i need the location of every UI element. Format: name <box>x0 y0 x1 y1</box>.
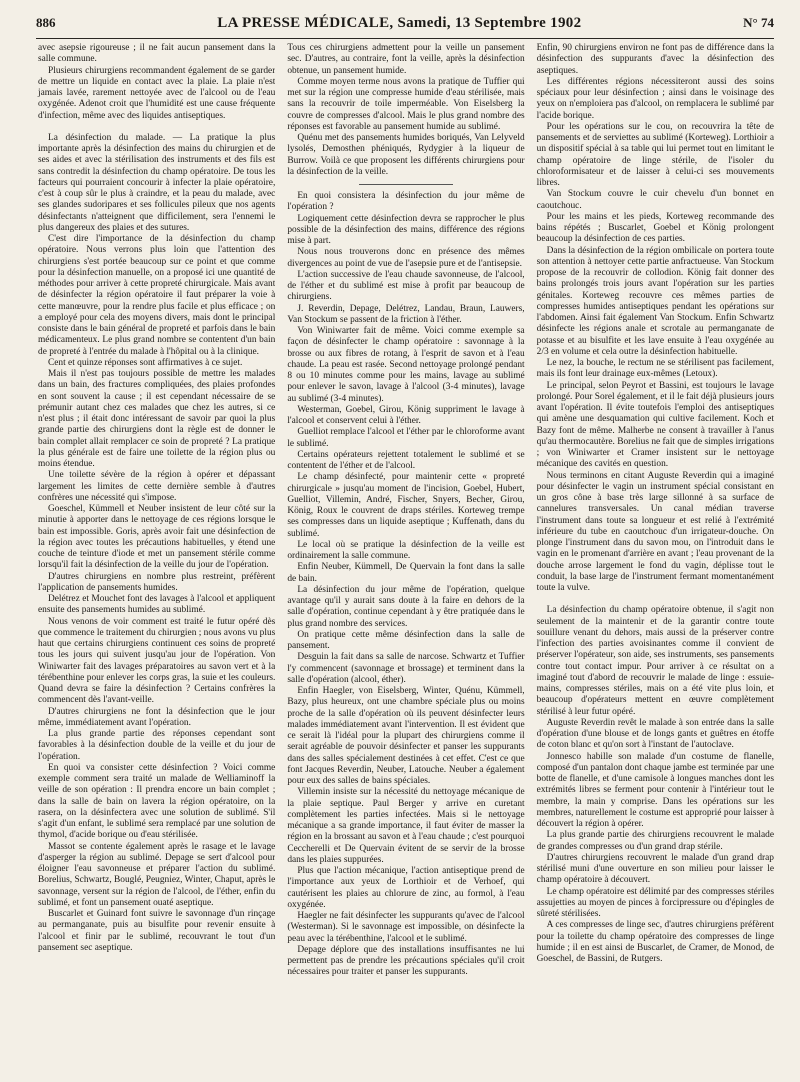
paragraph: La plus grande partie des chirurgiens recouvrent le malade de grandes compresses ou d'un grand drap stérile. <box>536 830 774 852</box>
paragraph: Van Stockum couvre le cuir chevelu d'un bonnet en caoutchouc. <box>536 189 774 211</box>
paragraph: A ces compresses de linge sec, d'autres chirurgiens préfèrent pour la toilette du champ opératoire des compresses de linge humide ; il en est ainsi de Buscarlet, de Cramer, de Monod, de Goeschel, de Bassini, de Rutgers. <box>536 920 774 964</box>
column-1 <box>36 43 275 1079</box>
article-columns <box>36 43 774 1079</box>
paragraph: Pour les mains et les pieds, Korteweg recommande des bains répétés ; Buscarlet, Goebel et König prolongent beaucoup la désinfection de ces parties. <box>536 211 774 245</box>
paragraph: Comme moyen terme nous avons la pratique de Tuffier qui met sur la région une compresse humide d'eau stérilisée, mais sans la recouvrir de toile imperméable. Von Eiselsberg la couvre de compresses d'alcool. Mais le plus grand nombre des réponses est favorable au pansement humide au sublimé. <box>287 76 525 132</box>
paragraph: Plus que l'action mécanique, l'action antiseptique prend de l'importance aux yeux de Lorthioir et de Verhoef, qui cautérisent les plaies au chlorure de zinc, au formol, à l'eau oxygénée. <box>287 866 525 910</box>
paragraph: Jonnesco habille son malade d'un costume de flanelle, composé d'un pantalon dont chaque jambe est terminée par une botte de flanelle, et d'une camisole à longues manches dont les extrémités libres se ferment pour contenir à l'intérieur tout le membre, la main y comprise. Dans les opérations sur les membres, naturellement le costume est approprié pour laisser à découvert la région à opérer. <box>536 751 774 829</box>
paragraph: Villemin insiste sur la nécessité du nettoyage mécanique de la plaie septique. Paul Berger y arrive en curetant complètement les parties infectées. Mais si le nettoyage mécanique a sa grande importance, il faut éviter de masser la région en la brossant au savon et à l'eau chaude ; c'est pourquoi Ceccherelli et De Quervain évitent de se servir de la brosse dans les plaies suppurées. <box>287 787 525 865</box>
paragraph: Haegler ne fait désinfecter les suppurants qu'avec de l'alcool (Westerman). Si le savonnage est impossible, on désinfecte la peau avec la térébenthine, l'alcool et le sublimé. <box>287 911 525 944</box>
paragraph: Quénu met des pansements humides boriqués, Van Lelyveld lysolés, Demosthen phéniqués, Rydygier à la liqueur de Burrow. Voilà ce que proposent les différents chirurgiens pour la désinfection de la veille. <box>287 133 525 177</box>
paragraph: D'autres chirurgiens ne font la désinfection que le jour même, immédiatement avant l'opération. <box>38 706 276 728</box>
paragraph: D'autres chirurgiens en nombre plus restreint, préfèrent l'application de pansements humides. <box>38 571 276 593</box>
paragraph: Depage déplore que des installations insuffisantes ne lui permettent pas de prendre les précautions spéciales qu'il croit nécessaires pour traiter et panser les suppurants. <box>287 944 525 978</box>
paragraph: La désinfection du champ opératoire obtenue, il s'agit non seulement de la maintenir et de la garantir contre toute souillure venant du dehors, mais aussi de la préserver contre l'infection des parties avoisinantes comme il convient de préserver l'opérateur, son aide, ses instruments, ses pansements contre tout contact impur. Pour arriver à ce résultat on a imaginé tout d'abord de recouvrir le malade de linge : essuie-mains, compresses stériles, mais on a été vite plus loin, et beaucoup d'opérateurs mettent en œuvre complètement stérilisé à leur futur opéré. <box>536 605 774 717</box>
paragraph: En quoi consistera la désinfection du jour même de l'opération ? <box>287 191 525 213</box>
paragraph: Westerman, Goebel, Girou, König suppriment le lavage à l'alcool et conservent celui à l'éther. <box>287 404 525 426</box>
paragraph: J. Reverdin, Depage, Delétrez, Landau, Braun, Lauwers, Van Stockum se passent de la friction à l'éther. <box>287 303 525 325</box>
paragraph: Le champ désinfecté, pour maintenir cette « propreté chirurgicale » jusqu'au moment de l'incision, Goebel, Hubert, Guelliot, Villemin, André, Fischer, Snyers, Becher, Girou, König, Roux le couvrent de draps stériles. Korteweg trempe ses compresses dans un liquide aseptique ; Kuffenath, dans du sublimé. <box>287 472 525 539</box>
paragraph: Les différentes régions nécessiteront aussi des soins spéciaux pour leur désinfection ; ainsi dans le voisinage des yeux on n'emploiera pas d'alcool, on remplacera le sublimé par l'acide borique. <box>536 76 774 121</box>
paragraph: La plus grande partie des réponses cependant sont favorables à la désinfection double de la veille et du jour de l'opération. <box>38 729 276 762</box>
paragraph: Enfin Neuber, Kümmell, De Quervain la font dans la salle de bain. <box>287 562 525 584</box>
column-3 <box>535 43 774 1079</box>
paragraph: Mais il n'est pas toujours possible de mettre les malades dans un bain, des fractures compliquées, des plaies profondes en sont souvent la cause ; il est cependant nécessaire de se prémunir autant chez ces malades que chez les autres, si ce n'est plus ; il était donc intéressant de savoir par quoi la plus grande partie des chirurgiens dont la règle est de donner le bain complet allait remplacer ce soin de propreté ? La pratique la plus générale est de faire une toilette de la région plus ou moins étendue. <box>38 369 276 469</box>
paragraph: L'action successive de l'eau chaude savonneuse, de l'alcool, de l'éther et du sublimé est mise à profit par beaucoup de chirurgiens. <box>287 269 525 303</box>
paragraph: Enfin, 90 chirurgiens environ ne font pas de différence dans la désinfection des suppurants d'avec la désinfection des aseptiques. <box>536 43 774 76</box>
paragraph: Massot se contente également après le rasage et le lavage d'asperger la région au sublimé. Depage se sert d'alcool pour éloigner l'eau savonneuse et préparer l'action du sublimé. Borelius, Schwartz, Bouglé, Peugniez, Winter, Chaput, après le savonnage, versent sur la région de l'alcool, de l'éther, enfin du sublimé, et font un pansement ouaté aseptique. <box>38 841 276 908</box>
paragraph: Le champ opératoire est délimité par des compresses stériles assujetties au moyen de pinces à forcipressure ou d'épingles de sûreté stérilisées. <box>536 886 774 919</box>
page-number: 886 <box>36 15 56 30</box>
paragraph: Pour les opérations sur le cou, on recouvrira la tête de pansements et de serviettes au sublimé (Korteweg). Lorthioir a un dispositif spécial à sa table qui lui permet tout en limitant le champ opératoire de linge stérile, de l'isoler du chloroformisateur et de laisser à celui-ci ses mouvements libres. <box>536 121 774 188</box>
paragraph: Le nez, la bouche, le rectum ne se stérilisent pas facilement, mais ils font leur drainage eux-mêmes (Letoux). <box>536 358 774 380</box>
paragraph: Auguste Reverdin revêt le malade à son entrée dans la salle d'opération d'une blouse et de longs gants et guêtres en étoffe de coton blanc et qu'on sort à l'instant de l'autoclave. <box>536 717 774 751</box>
paragraph: D'autres chirurgiens recouvrent le malade d'un grand drap stérilisé muni d'une ouverture en son milieu pour laisser le champ opératoire à découvert. <box>536 852 774 886</box>
paragraph: Une toilette sévère de la région à opérer et dépassant largement les limites de cette dernière semble à d'autres confrères une nécessité qui s'impose. <box>38 470 276 503</box>
page-header <box>36 14 774 36</box>
paragraph: Nous terminons en citant Auguste Reverdin qui a imaginé pour désinfecter le vagin un instrument spécial consistant en un gros cône à base très large sillonné à sa surface de cannelures transversales. Un canal médian traverse l'instrument dans toute sa longueur et est relié à l'extrémité inférieure du tube en caoutchouc d'un irrigateur-douche. On plonge l'instrument dans du savon mou, on l'introduit dans le vagin en le promenant d'arrière en avant ; l'eau provenant de la douche arrose largement le fond du vagin, déplisse tout le conduit, la base large de l'instrument fermant momentanément toute la vulve. <box>536 470 774 593</box>
paragraph: Le principal, selon Peyrot et Bassini, est toujours le lavage prolongé. Pour Sorel également, et il le fait déjà plusieurs jours avant l'opération. Il évite toutefois l'emploi des antiseptiques qui amène une desquamation qui cultive facilement. Koch et Bazy font de même. Malherbe ne consent à travailler à l'anus qu'au thermocautère. Borelius ne fait que de simples irrigations ; von Winiwarter et Cramer insistent sur le nettoyage mécanique des cavités en question. <box>536 380 774 470</box>
paragraph: Goeschel, Kümmell et Neuber insistent de leur côté sur la minutie à apporter dans le nettoyage de ces régions lorsque le bain est impossible. Goris, après avoir fait une désinfection de la région avec toutes les précautions habituelles, y étend une couche de teinture d'iode et met un pansement stérile comme lorsqu'il fait la désinfection de la veille du jour de l'opération. <box>38 504 276 571</box>
paragraph: Cent et quinze réponses sont affirmatives à ce sujet. <box>48 357 243 368</box>
paragraph: Le local où se pratique la désinfection de la veille est ordinairement la salle commune. <box>287 539 525 561</box>
paragraph: Buscarlet et Guinard font suivre le savonnage d'un rinçage au permanganate, puis au bisulfite pour revenir ensuite à l'alcool et finir par le sublimé, recouvrant le tout d'un pansement sec aseptique. <box>38 909 276 953</box>
paragraph: Guelliot remplace l'alcool et l'éther par le chloroforme avant le sublimé. <box>287 427 525 449</box>
issue-number: N° 74 <box>743 15 774 30</box>
paragraph: Delétrez et Mouchet font des lavages à l'alcool et appliquent ensuite des pansements humides au sublimé. <box>38 594 276 616</box>
paragraph: Nous nous trouverons donc en présence des mêmes divergences au point de vue de l'asepsie pure et de l'antisepsie. <box>287 247 525 269</box>
paragraph: Tous ces chirurgiens admettent pour la veille un pansement sec. D'autres, au contraire, font la veille, après la désinfection obtenue, un pansement humide. <box>287 43 525 76</box>
paragraph: On pratique cette même désinfection dans la salle de pansement. <box>287 629 525 651</box>
paragraph: La désinfection du malade. — La pratique la plus importante après la désinfection des mains du chirurgien et de ses aides et avec la stérilisation des instruments et des fils est sans contredit la désinfection du champ opératoire. De tous les facteurs qui pourraient concourir à infecter la plaie opératoire, c'est à coup sûr le plus à craindre, et la peau du malade, avec ses glandes sudoripares et ses follicules pileux que nos agents désinfectants n'atteignent que difficilement, sera l'ennemi le plus dangereux des plaies et des sutures. <box>38 132 276 233</box>
section-separator <box>359 184 454 185</box>
paragraph: Enfin Haegler, von Eiselsberg, Winter, Quénu, Kümmell, Bazy, plus heureux, ont une chambre spéciale plus ou moins proche de la salle d'opération où ils peuvent désinfecter leurs malades immédiatement avant l'intervention. Il est évident que ce serait là l'idéal pour la plupart des chirurgiens comme il serait agréable de pouvoir désinfecter et panser les suppurants dans des salles spécialement destinées à cet effet. C'est ce que font Jacques Reverdin, Neuber, Latouche. Neuber a également pour eux des salles de bains spéciales. <box>287 686 525 786</box>
paragraph: C'est dire l'importance de la désinfection du champ opératoire. Nous verrons plus loin que l'attention des chirurgiens s'est portée beaucoup sur ce point et que comme pour la désinfection manuelle, on a proposé ici une quantité de méthodes pour arriver à cette propreté chirurgicale. Mais avant de désinfecter la région opératoire il faut préparer la voie à cette manœuvre, pour la rendre plus facile et plus efficace ; on a employé pour cela des moyens divers, mais dont le principal consiste dans le bain général de propreté et parfois dans le bain médicamenteux. Le plus grand nombre se contentent d'un bain de propreté à l'entrée du malade à l'hôpital ou à la clinique. <box>38 234 276 357</box>
paragraph: Nous venons de voir comment est traité le futur opéré dès que commence le traitement du chirurgien ; nous avons vu plus haut que certains chirurgiens continuent ces soins de propreté tous les jours qui suivent jusqu'au jour de l'opération. Von Winiwarter fait des lavages préparatoires au savon vert et à la térébenthine pour enlever les corps gras, la suie et les couleurs. Quand devra se faire la désinfection ? Certains confrères la commencent dès l'avant-veille. <box>38 616 276 706</box>
paragraph: Dans la désinfection de la région ombilicale on portera toute son attention à nettoyer cette partie anfractueuse. Van Stockum propose de la recouvrir de collodion. König fait donner des bains prolongés trois jours avant l'opération sur les parties génitales. Korteweg recouvre ces mêmes parties de compresses humides antiseptiques pendant les opérations sur l'abdomen. Ainsi fait également Van Stockum. Enfin Schwartz désinfecte les régions anale et scrotale au permanganate de potasse et au bisulfite et les lave ensuite à l'eau oxygénée au 2/3 en volume et cela outre la désinfection habituelle. <box>536 245 774 357</box>
paragraph: Certains opérateurs rejettent totalement le sublimé et se contentent de l'éther et de l'alcool. <box>287 449 525 471</box>
paragraph: avec asepsie rigoureuse ; il ne fait aucun pansement dans la salle commune. <box>38 43 276 65</box>
paragraph: En quoi va consister cette désinfection ? Voici comme exemple comment sera traité un malade de Welliaminoff la veille de son opération : Il prendra encore un bain complet ; dans la salle de bain on lavera la région opératoire, on la rasera, on la désinfectera avec une solution de sublimé. S'il s'agit d'un enfant, le sublimé sera remplacé par une solution de thymol, d'acide borique ou d'eau stérilisée. <box>38 762 276 841</box>
paragraph: La désinfection du jour même de l'opération, quelque avantage qu'il y aurait sans doute à la faire en dehors de la salle d'opération, continue cependant à y être pratiquée dans le plus grand nombre des services. <box>287 584 525 629</box>
paragraph: Plusieurs chirurgiens recommandent également de se garder de mettre un liquide en contact avec la plaie. La plaie n'est jamais lavée, rarement nettoyée avec de l'alcool ou de l'eau oxygénée. Adenot croit que l'humidité est une cause fréquente d'infection, même avec des liquides antiseptiques. <box>38 65 276 121</box>
header-rule <box>36 38 774 39</box>
paragraph: Desguin la fait dans sa salle de narcose. Schwartz et Tuffier l'y commencent (savonnage et brossage) et terminent dans la salle d'opération (alcool, éther). <box>287 652 525 685</box>
paragraph: Von Winiwarter fait de même. Voici comme exemple sa façon de désinfecter le champ opératoire : savonnage à la brosse ou aux fibres de rotang, à l'esprit de savon et à l'eau chaude. La peau est rasée. Second nettoyage prolongé pendant 8 ou 10 minutes comme pour les mains, lavage au sublimé pour enlever le savon, lavage à l'alcool (3-4 minutes), lavage au sublimé (3-4 minutes). <box>287 326 525 404</box>
column-2 <box>285 43 524 1079</box>
journal-title: LA PRESSE MÉDICALE, Samedi, 13 Septembre 1902 <box>217 15 582 31</box>
paragraph: Logiquement cette désinfection devra se rapprocher le plus possible de la désinfection des mains, différence des régions mise à part. <box>287 213 525 246</box>
